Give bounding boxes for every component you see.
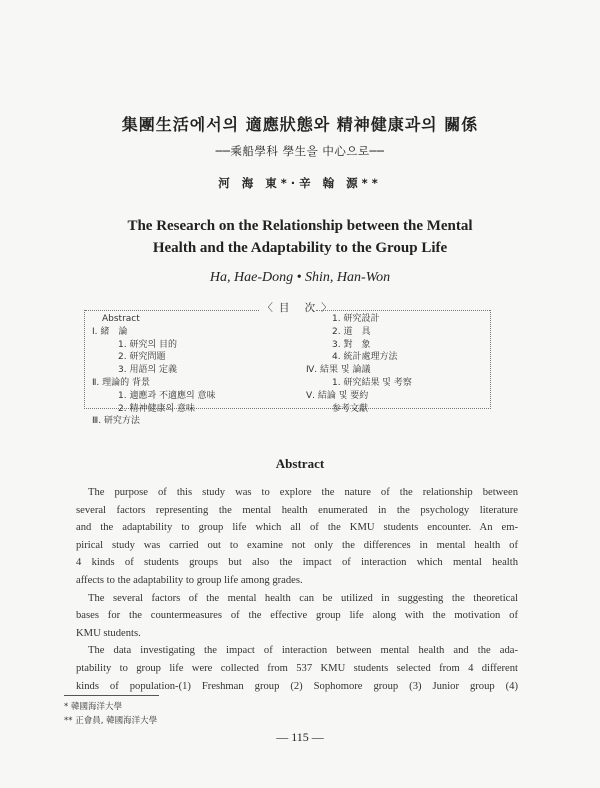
toc-item-right-4: Ⅳ. 結果 및 論議 — [306, 365, 371, 376]
toc-item-left-1: Ⅰ. 緒 論 — [92, 326, 128, 337]
abstract-line: KMU students. — [76, 627, 141, 639]
toc-item-left-2: 1. 研究의 目的 — [118, 339, 178, 350]
english-authors: Ha, Hae-Dong • Shin, Han-Won — [209, 270, 391, 285]
toc-border-left — [85, 310, 259, 311]
toc-item-right-3: 4. 統計處理方法 — [332, 352, 398, 363]
toc-item-right-5: 1. 研究結果 및 考察 — [332, 377, 412, 388]
toc-border-right — [316, 310, 490, 311]
toc-item-right-1: 2. 道 具 — [332, 326, 371, 337]
english-title-line2: Health and the Adaptability to the Group Life — [152, 240, 448, 256]
abstract-heading: Abstract — [275, 456, 325, 471]
footnote-rule — [64, 695, 159, 696]
toc-item-left-8: Ⅲ. 研究方法 — [92, 416, 140, 427]
toc-item-right-0: 1. 研究設計 — [332, 314, 380, 324]
toc-item-left-7: 2. 精神健康의 意味 — [118, 403, 196, 414]
toc-item-left-6: 1. 適應과 不適應의 意味 — [118, 390, 216, 401]
footnotes — [64, 700, 157, 728]
abstract-line: affects to the adaptability to group life among grades. — [76, 574, 303, 586]
toc-item-left-4: 3. 用語의 定義 — [118, 365, 178, 376]
english-title-line1: The Research on the Relationship between the Mental — [127, 218, 473, 234]
abstract-line: pirical study was carried out to examine not only the differences in mental health of — [76, 539, 518, 551]
abstract-line: The purpose of this study was to explore the nature of the relationship between — [88, 487, 518, 498]
english-title — [0, 215, 600, 259]
toc-left-column — [92, 313, 216, 428]
toc-item-left-3: 2. 研究問題 — [118, 352, 166, 363]
toc-item-left-0: Abstract — [102, 314, 140, 324]
abstract-line: several factors representing the mental health enumerated in the psychology literature — [76, 504, 518, 516]
toc-item-left-5: Ⅱ. 理論的 背景 — [92, 377, 151, 388]
korean-subtitle: ──乘船學科 學生을 中心으로── — [215, 144, 385, 158]
footnote-1: ** 正會員, 韓國海洋大學 — [64, 716, 158, 726]
toc-item-right-6: Ⅴ. 結論 및 要約 — [306, 390, 369, 401]
toc-item-right-7: 参考文獻 — [332, 403, 369, 414]
abstract-line: ptability to group life were collected from 537 KMU students selected from 4 different — [76, 662, 518, 674]
abstract-line: 4 kinds of students groups but also the impact of interaction which mental health — [76, 557, 518, 569]
footnote-0: * 韓國海洋大學 — [64, 702, 122, 712]
toc-item-right-2: 3. 對 象 — [332, 339, 371, 350]
abstract-body — [76, 484, 518, 695]
toc-heading: 〈目 次〉 — [262, 302, 338, 314]
page-number: — 115 — — [276, 730, 324, 744]
abstract-line: bases for the countermeasures of the effective group life along with the motivation of — [76, 610, 518, 622]
abstract-line: kinds of population-(1) Freshman group (2) Sophomore group (3) Junior group (4) — [76, 680, 518, 692]
toc-right-column — [306, 313, 412, 415]
abstract-line: and the adaptability to group life which all of the KMU students encounter. An em- — [76, 522, 518, 534]
abstract-line: The data investigating the impact of interaction between mental health and the ada- — [88, 645, 518, 657]
abstract-line: The several factors of the mental health can be utilized in suggesting the theoretical — [88, 592, 518, 604]
korean-authors: 河 海 東*·辛 翰 源** — [218, 176, 382, 190]
korean-title: 集團生活에서의 適應狀態와 精神健康과의 關係 — [121, 115, 479, 134]
